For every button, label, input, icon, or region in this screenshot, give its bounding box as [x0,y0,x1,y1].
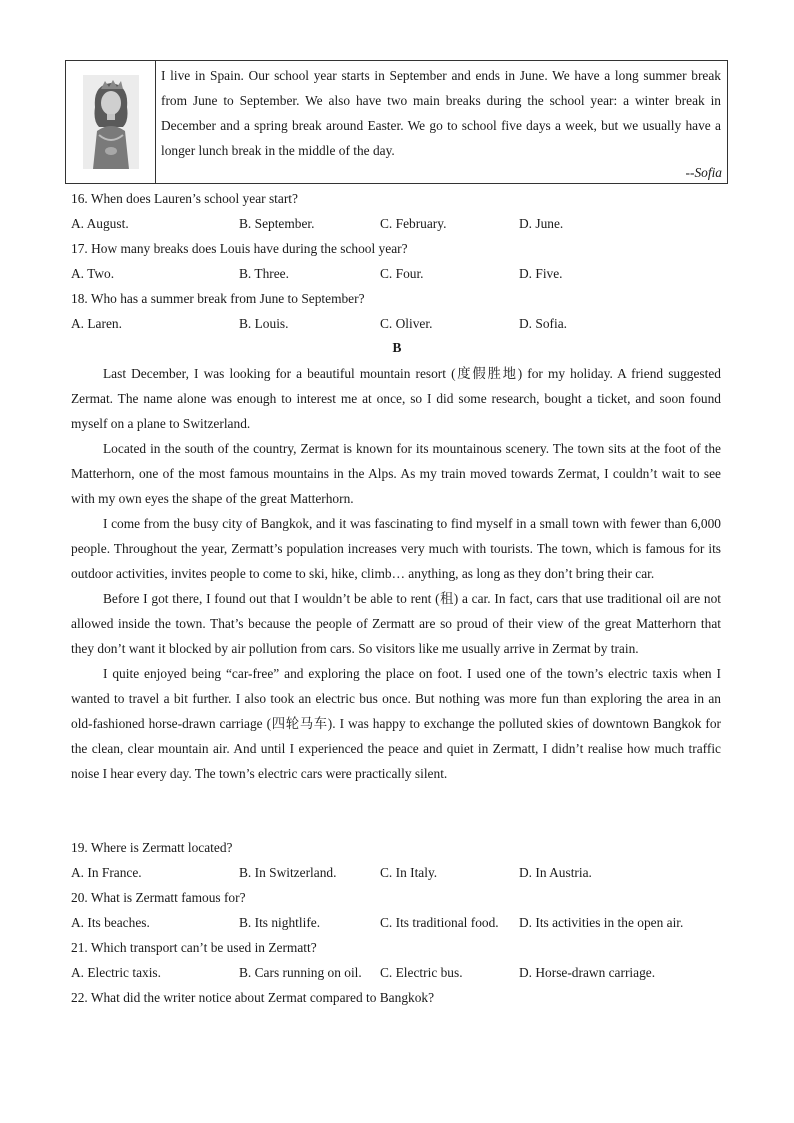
option: A. Its beaches. [71,915,150,930]
question-stem: 20. What is Zermatt famous for? [71,890,246,905]
question-stem: 17. How many breaks does Louis have during the school year? [71,241,408,256]
paragraph: I come from the busy city of Bangkok, and it was fascinating to find myself in a small town with fewer than 6,000 people. Throughout the year, Zermatt’s population increases very much with tourists. The town, which is famous for its outdoor activities, invites people to come to ski, hike, climb… anything, as long as they don’t bring their car. [71,516,721,581]
option: D. Its activities in the open air. [519,915,684,930]
question-stem: 19. Where is Zermatt located? [71,840,233,855]
option: B. Its nightlife. [239,915,321,930]
question-stem: 18. Who has a summer break from June to September? [71,291,365,306]
option: D. June. [519,216,564,231]
option: C. Oliver. [380,316,433,331]
profile-text: I live in Spain. Our school year starts in September and ends in June. We have a long summer break from June to September. We also have two main breaks during the school year: a winter break in December and a spring break around Easter. We go to school five days a week, but we usually have a longer lunch break in the middle of the day. [161,68,721,158]
signature: --Sofia [685,165,722,180]
question-stem: 16. When does Lauren’s school year start? [71,191,298,206]
profile-box [65,60,728,184]
option: D. Five. [519,266,563,281]
option: A. In France. [71,865,142,880]
option: D. In Austria. [519,865,592,880]
option: B. September. [239,216,315,231]
profile-text-cell [156,61,727,183]
girl-portrait-icon [83,75,139,169]
option: C. Electric bus. [380,965,463,980]
paragraph: Last December, I was looking for a beautiful mountain resort (度假胜地) for my holiday. A friend suggested Zermat. The name alone was enough to interest me at once, so I did some research, bought a ticket, and soon found myself on a plane to Switzerland. [71,366,721,431]
option: B. Three. [239,266,289,281]
paragraph: Located in the south of the country, Zermat is known for its mountainous scenery. The town sits at the foot of the Matterhorn, one of the most famous mountains in the Alps. As my train moved towards Zermat, I couldn’t wait to see with my own eyes the shape of the great Matterhorn. [71,441,721,506]
option: B. In Switzerland. [239,865,337,880]
option: D. Sofia. [519,316,567,331]
question-stem: 22. What did the writer notice about Zermat compared to Bangkok? [71,990,435,1005]
option: C. Four. [380,266,424,281]
option: A. Electric taxis. [71,965,161,980]
option: B. Cars running on oil. [239,965,362,980]
option: A. Laren. [71,316,122,331]
option: C. In Italy. [380,865,438,880]
option: A. August. [71,216,129,231]
option: A. Two. [71,266,115,281]
option: D. Horse-drawn carriage. [519,965,656,980]
option: C. February. [380,216,447,231]
section-heading: B [392,340,402,355]
photo-cell [66,61,156,183]
option: C. Its traditional food. [380,915,499,930]
passage [71,361,721,786]
paragraph: Before I got there, I found out that I wouldn’t be able to rent (租) a car. In fact, cars that use traditional oil are not allowed inside the town. That’s because the people of Zermatt are so proud of their view of the great Matterhorn that they don’t want it blocked by air pollution from cars. So visitors like me usually arrive in Zermat by train. [71,591,721,656]
question-stem: 21. Which transport can’t be used in Zermatt? [71,940,317,955]
option: B. Louis. [239,316,289,331]
paragraph: I quite enjoyed being “car-free” and exploring the place on foot. I used one of the town’s electric taxis when I wanted to travel a bit further. I also took an electric bus once. But nothing was more fun than exploring the area in an old-fashioned horse-drawn carriage (四轮马车). I was happy to exchange the polluted skies of downtown Bangkok for the clean, clear mountain air. And until I experienced the peace and quiet in Zermatt, I didn’t realise how much traffic noise I hear every day. The town’s electric cars were practically silent. [71,666,721,781]
